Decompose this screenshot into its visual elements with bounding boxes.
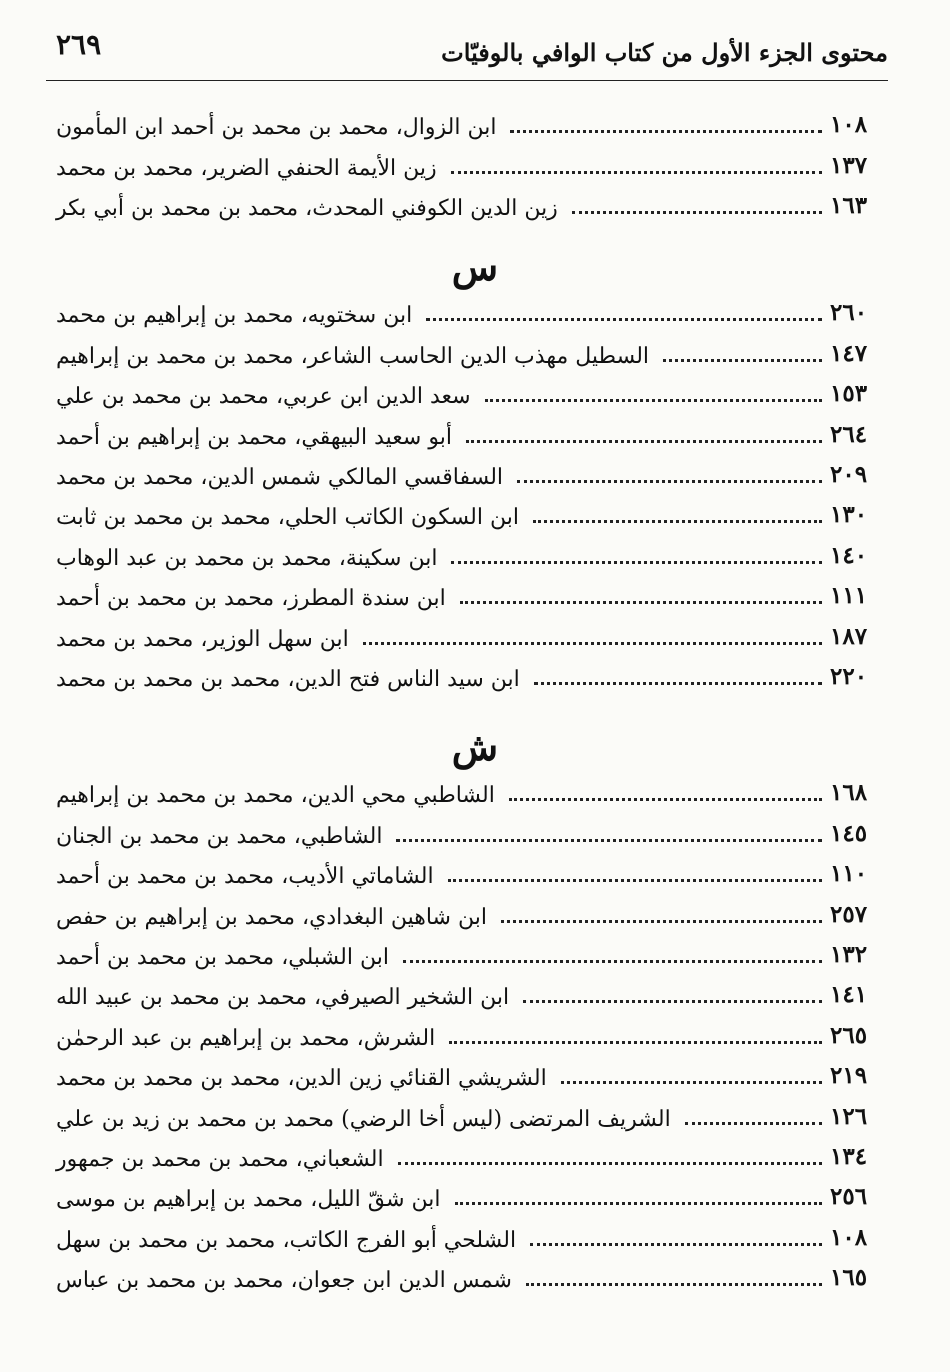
entry-name: الشريف المرتضى (ليس أخا الرضي) محمد بن محمد بن زيد بن علي [56, 1106, 671, 1132]
dot-leader [451, 171, 822, 174]
index-entry [50, 294, 882, 334]
dot-leader [523, 1000, 822, 1003]
dot-leader [510, 130, 822, 133]
entry-page-number: ٢٦٥ [830, 1021, 868, 1049]
dot-leader [398, 1162, 822, 1165]
dot-leader [561, 1081, 822, 1084]
entry-page-number: ١٤١ [830, 981, 868, 1009]
index-entry [50, 774, 882, 814]
dot-leader [530, 1243, 822, 1246]
entry-name: شمس الدين ابن جعوان، محمد بن محمد بن عباس [56, 1268, 512, 1294]
entry-name: ابن السكون الكاتب الحلي، محمد بن محمد بن ثابت [56, 505, 519, 531]
entry-name: الشاطبي محي الدين، محمد بن محمد بن إبراهيم [56, 783, 495, 809]
entry-page-number: ١٦٨ [830, 779, 868, 807]
entry-name: السفاقسي المالكي شمس الدين، محمد بن محمد [56, 464, 504, 490]
index-entry [50, 1138, 882, 1178]
index-entry [50, 146, 882, 186]
entry-page-number: ١١١ [830, 582, 868, 610]
index-entry [50, 187, 882, 227]
dot-leader [451, 561, 822, 564]
entry-page-number: ١٣٠ [830, 501, 868, 529]
entry-name: الشعباني، محمد بن محمد بن جمهور [56, 1146, 384, 1172]
index-entry [50, 1097, 882, 1137]
entry-page-number: ٢٢٠ [830, 662, 868, 690]
dot-leader [426, 318, 822, 321]
dot-leader [448, 879, 822, 882]
entry-page-number: ١٠٨ [830, 111, 868, 139]
dot-leader [533, 520, 822, 523]
entry-name: زين الأيمة الحنفي الضرير، محمد بن محمد [56, 155, 437, 181]
index-entry [50, 375, 882, 415]
entry-name: ابن الشخير الصيرفي، محمد بن محمد بن عبيد الله [56, 985, 510, 1011]
entry-name: الشاطبي، محمد بن محمد بن الجنان [56, 823, 383, 849]
entry-page-number: ١٦٥ [830, 1264, 868, 1292]
page-header [46, 28, 888, 81]
entries-group-continued [50, 106, 882, 227]
dot-leader [517, 480, 822, 483]
index-entry [50, 536, 882, 576]
entry-page-number: ١٥٣ [830, 380, 868, 408]
dot-leader [363, 642, 822, 645]
index-entry [50, 1016, 882, 1056]
dot-leader [485, 399, 822, 402]
entries-group-sheen [50, 774, 882, 1299]
entry-name: ابن سندة المطرز، محمد بن محمد بن أحمد [56, 586, 446, 612]
index-entry [50, 415, 882, 455]
dot-leader [685, 1122, 822, 1125]
index-entry [50, 895, 882, 935]
entry-page-number: ١٣٢ [830, 940, 868, 968]
entry-name: الشرش، محمد بن إبراهيم بن عبد الرحمٰن [56, 1025, 436, 1051]
entry-page-number: ١٨٧ [830, 622, 868, 650]
running-title: محتوى الجزء الأول من كتاب الوافي بالوفيّات [441, 38, 888, 67]
index-entry [50, 617, 882, 657]
entry-page-number: ٢٦٤ [830, 420, 868, 448]
entry-page-number: ١١٠ [830, 860, 868, 888]
dot-leader [663, 359, 822, 362]
index-entry [50, 1259, 882, 1299]
index-entry [50, 496, 882, 536]
entry-name: الشلحي أبو الفرج الكاتب، محمد بن محمد بن سهل [56, 1227, 517, 1253]
section-heading-seen: س [451, 244, 499, 289]
entry-name: أبو سعيد البيهقي، محمد بن إبراهيم بن أحمد [56, 424, 452, 450]
dot-leader [534, 682, 822, 685]
dot-leader [526, 1283, 822, 1286]
entry-page-number: ١٤٠ [830, 541, 868, 569]
entry-page-number: ١٤٧ [830, 339, 868, 367]
entry-name: ابن الشبلي، محمد بن محمد بن أحمد [56, 944, 389, 970]
entry-page-number: ٢١٩ [830, 1062, 868, 1090]
entry-page-number: ١٠٨ [830, 1223, 868, 1251]
entry-name: ابن الزوال، محمد بن محمد بن أحمد ابن المأمون [56, 115, 497, 141]
dot-leader [572, 211, 822, 214]
page-number: ٢٦٩ [56, 28, 102, 61]
index-entry [50, 814, 882, 854]
index-entry [50, 334, 882, 374]
entry-name: الشريشي القنائي زين الدين، محمد بن محمد بن محمد [56, 1066, 547, 1092]
entry-name: ابن سختويه، محمد بن إبراهيم بن محمد [56, 303, 413, 329]
entry-page-number: ٢٥٧ [830, 900, 868, 928]
entry-page-number: ٢٥٦ [830, 1183, 868, 1211]
index-entry [50, 1057, 882, 1097]
entry-page-number: ١٦٣ [830, 192, 868, 220]
entry-page-number: ٢٠٩ [830, 460, 868, 488]
entry-name: ابن شاهين البغدادي، محمد بن إبراهيم بن حفص [56, 904, 487, 930]
dot-leader [396, 839, 822, 842]
dot-leader [449, 1041, 822, 1044]
entry-page-number: ١٢٦ [830, 1102, 868, 1130]
index-entry [50, 976, 882, 1016]
dot-leader [460, 601, 822, 604]
dot-leader [466, 440, 822, 443]
section-heading-sheen: ش [451, 724, 499, 769]
entry-page-number: ٢٦٠ [830, 299, 868, 327]
entry-name: ابن سهل الوزير، محمد بن محمد [56, 626, 349, 652]
dot-leader [501, 920, 822, 923]
entry-name: سعد الدين ابن عربي، محمد بن محمد بن علي [56, 384, 471, 410]
index-entry [50, 1218, 882, 1258]
entry-page-number: ١٣٤ [830, 1142, 868, 1170]
dot-leader [403, 960, 822, 963]
index-entry [50, 658, 882, 698]
entries-group-seen [50, 294, 882, 698]
entry-name: الشاماتي الأديب، محمد بن محمد بن أحمد [56, 864, 434, 890]
index-entry [50, 577, 882, 617]
index-entry [50, 456, 882, 496]
dot-leader [455, 1202, 823, 1205]
index-entry [50, 1178, 882, 1218]
entry-page-number: ١٣٧ [830, 151, 868, 179]
entry-name: السطيل مهذب الدين الحاسب الشاعر، محمد بن محمد بن إبراهيم [56, 343, 650, 369]
dot-leader [509, 798, 822, 801]
entry-page-number: ١٤٥ [830, 819, 868, 847]
index-entry [50, 855, 882, 895]
entry-name: ابن سكينة، محمد بن محمد بن عبد الوهاب [56, 545, 438, 571]
entry-name: ابن شقّ الليل، محمد بن إبراهيم بن موسى [56, 1187, 441, 1213]
index-entry [50, 936, 882, 976]
entry-name: ابن سيد الناس فتح الدين، محمد بن محمد بن محمد [56, 666, 520, 692]
index-entry [50, 106, 882, 146]
entry-name: زين الدين الكوفني المحدث، محمد بن محمد بن أبي بكر [56, 196, 558, 222]
